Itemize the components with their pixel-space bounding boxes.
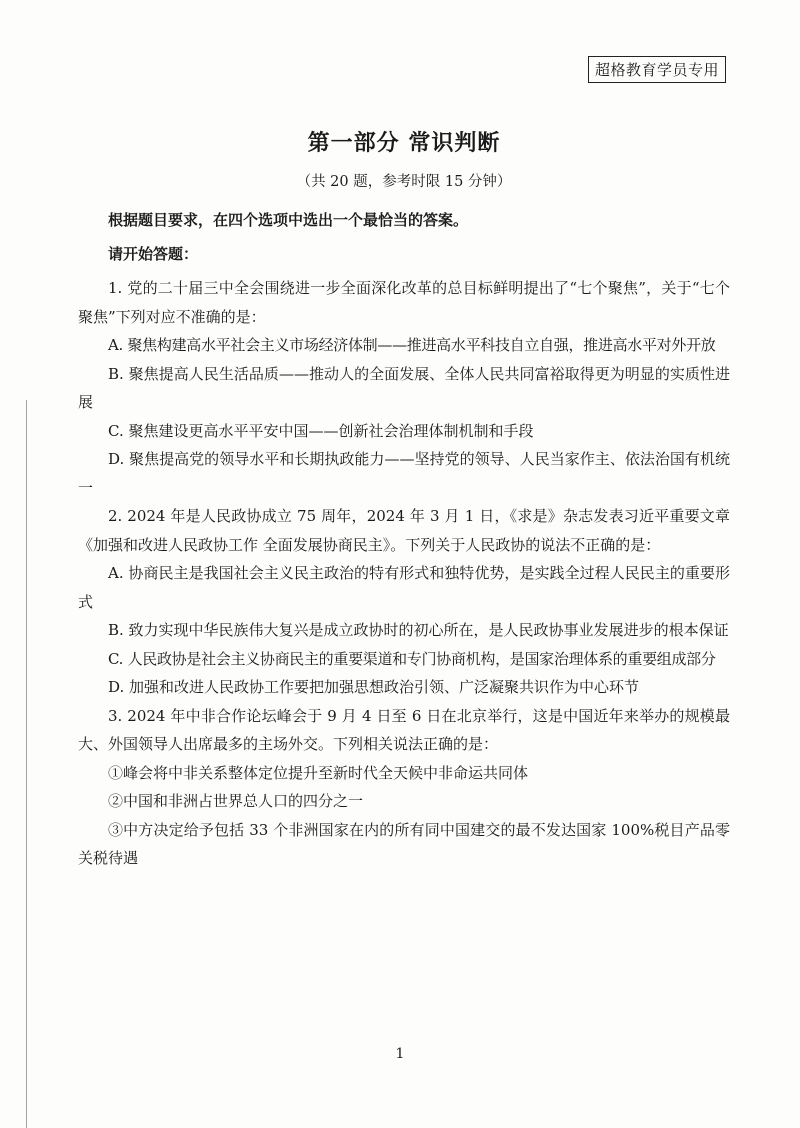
stamp-label: 超格教育学员专用	[588, 56, 726, 83]
question-stem: 1. 党的二十届三中全会围绕进一步全面深化改革的总目标鲜明提出了“七个聚焦”，关于“七个聚焦”下列对应不准确的是：	[78, 279, 730, 326]
scan-edge-line	[26, 400, 27, 1128]
option-d: D. 聚焦提高党的领导水平和长期执政能力——坚持党的领导、人民当家作主、依法治国有机统一	[78, 450, 730, 497]
option-c: C. 聚焦建设更高水平平安中国——创新社会治理体制机制和手段	[108, 421, 534, 440]
option-a: A. 聚焦构建高水平社会主义市场经济体制——推进高水平科技自立自强，推进高水平对外开放	[108, 336, 716, 354]
option-b: B. 致力实现中华民族伟大复兴是成立政协时的初心所在，是人民政协事业发展进步的根本保证	[108, 621, 729, 639]
question-stem: 2. 2024 年是人民政协成立 75 周年，2024 年 3 月 1 日，《求是》杂志发表习近平重要文章《加强和改进人民政协工作 全面发展协商民主》。下列关于人民政协的说法不正确的是：	[78, 507, 730, 554]
section-title: 第一部分 常识判断	[307, 130, 501, 156]
question-1	[78, 274, 730, 502]
statement-3: ③中方决定给予包括 33 个非洲国家在内的所有同中国建交的最不发达国家 100%税目产品零关税待遇	[78, 820, 730, 867]
page-number: 1	[395, 1046, 405, 1062]
option-a: A. 协商民主是我国社会主义民主政治的特有形式和独特优势，是实践全过程人民民主的重要形式	[78, 564, 730, 611]
option-b: B. 聚焦提高人民生活品质——推动人的全面发展、全体人民共同富裕取得更为明显的实质性进展	[78, 364, 730, 411]
start-prompt: 请开始答题：	[108, 245, 199, 263]
instructions: 根据题目要求，在四个选项中选出一个最恰当的答案。	[108, 211, 469, 229]
section-subtitle: （共 20 题，参考时限 15 分钟）	[296, 174, 512, 190]
question-3	[78, 702, 730, 873]
statement-1: ①峰会将中非关系整体定位提升至新时代全天候中非命运共同体	[108, 763, 529, 782]
statement-2: ②中国和非洲占世界总人口的四分之一	[108, 792, 364, 810]
exam-page	[78, 128, 730, 873]
question-stem: 3. 2024 年中非合作论坛峰会于 9 月 4 日至 6 日在北京举行，这是中国近年来举办的规模最大、外国领导人出席最多的主场外交。下列相关说法正确的是：	[78, 706, 730, 753]
option-c: C. 人民政协是社会主义协商民主的重要渠道和专门协商机构，是国家治理体系的重要组成部分	[108, 649, 716, 668]
option-d: D. 加强和改进人民政协工作要把加强思想政治引领、广泛凝聚共识作为中心环节	[108, 678, 640, 696]
question-2	[78, 502, 730, 702]
